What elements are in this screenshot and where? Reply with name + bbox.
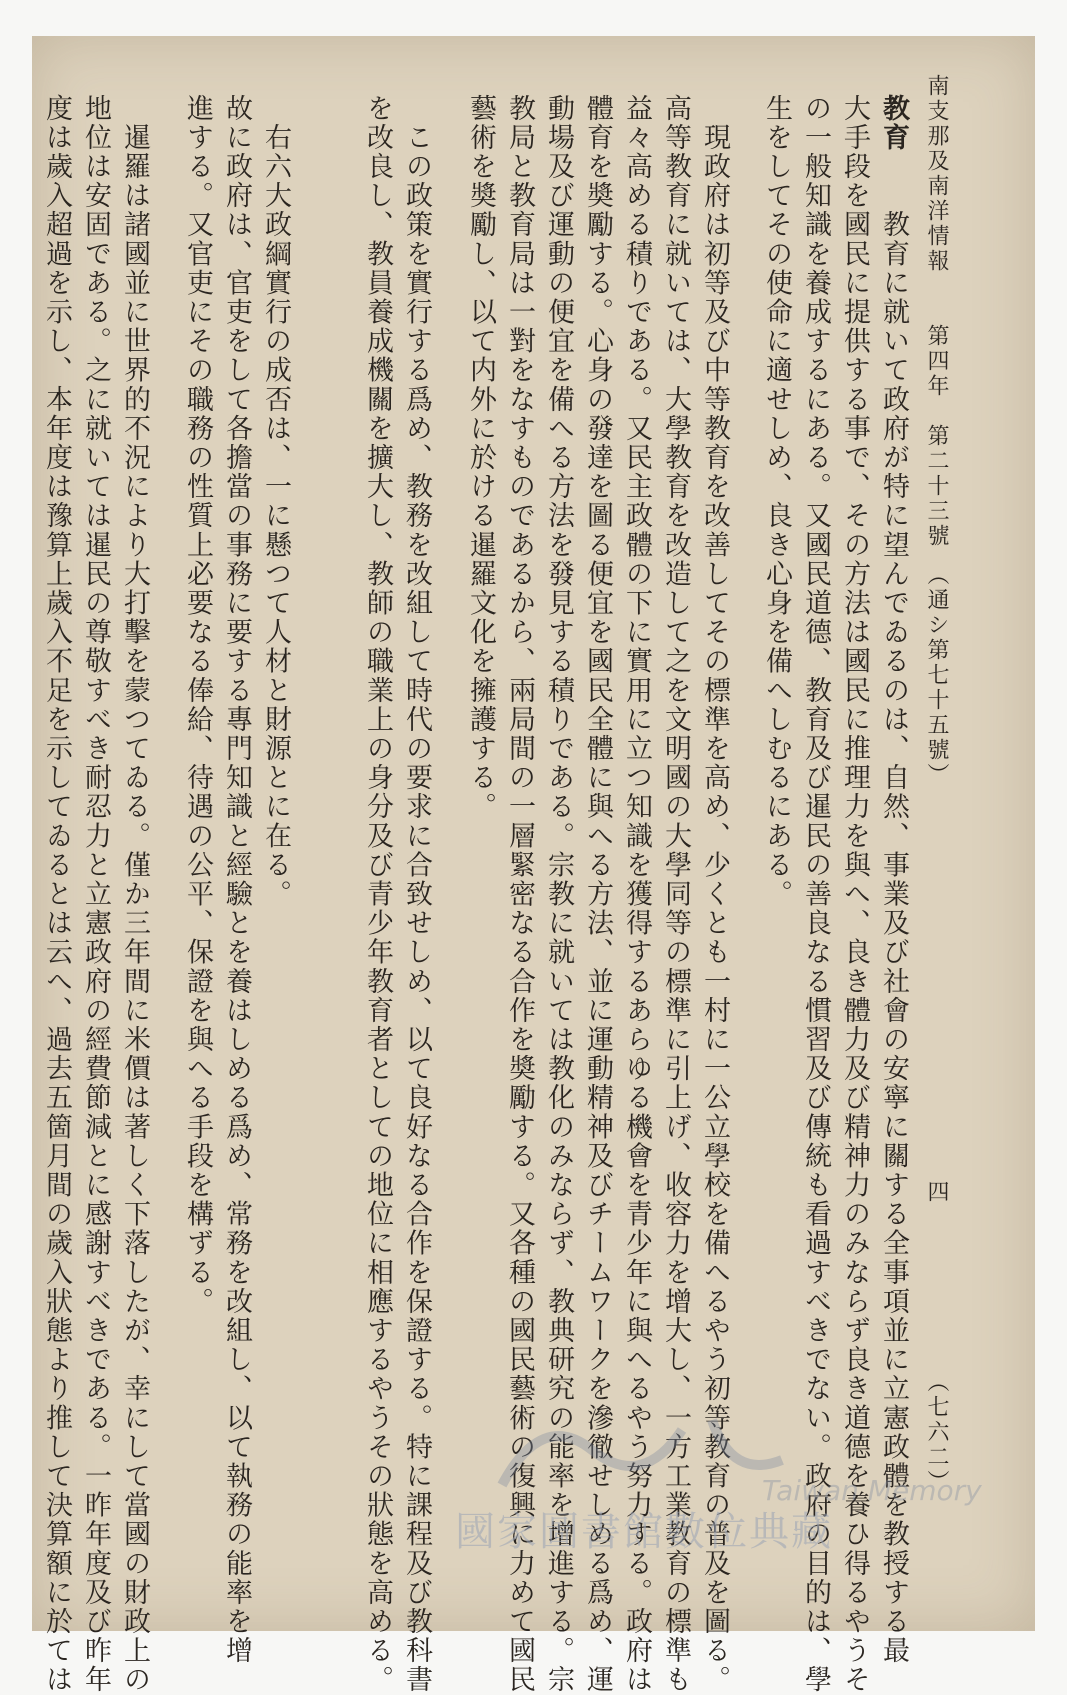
text-column-6: 高等教育に就いては、大學教育を改造して之を文明國の大學同等の標準に引上げ、收容力を增大し、一方工業教育の標準も [660,94,691,1695]
page-number: （七六二） [924,1370,949,1495]
text-column-5: 現政府は初等及び中等教育を改善してその標準を高め、少くとも一村に一公立學校を備へるやう初等教育の普及を圖る。 [699,94,730,1695]
text-column-3: の一般知識を養成するにある。又國民道德、教育及び暹民の善良なる慣習及び傳統も看過すべきでない。政府の目的は、學 [800,94,831,1695]
watermark-brush-icon [502,1430,682,1485]
issue-info: 第四年 第二十三號 （通シ第七十五號） [924,324,949,788]
watermark-english: Taiwan Memory [762,1474,982,1507]
text-column-15: 故に政府は、官吏をして各擔當の事務に要する專門知識と經驗とを養はしめる爲め、常務を改組し、以て執務の能率を增 [221,94,252,1666]
text-column-13: を改良し、教員養成機關を擴大し、教師の職業上の身分及び青少年教育者としての地位に相應するやうその狀態を高める。 [362,94,393,1695]
watermark-chinese: 國家圖書館數位典藏 [455,1509,833,1555]
text-column-18: 地位は安固である。之に就いては暹民の尊敬すべき耐忍力と立憲政府の經費節減とに感謝すべきである。一昨年度及び昨年 [80,94,111,1695]
column-text: 教育に就いて政府が特に望んでゐるのは、自然、事業及び社會の安寧に關する全事項並に立憲政體を教授する最 [878,152,909,1666]
text-column-17: 暹羅は諸國並に世界的不況により大打擊を蒙つてゐる。僅か三年間に米價は著しく下落したが、幸にして當國の財政上の [119,94,150,1695]
text-column-9: 動場及び運動の便宜を備へる方法を發見する積りである。宗教に就いては教化のみならず、教典研究の能率を增進する。宗 [543,94,574,1695]
text-column-12: この政策を實行する爲め、教務を改組して時代の要求に合致せしめ、以て良好なる合作を保證する。特に課程及び教科書 [401,94,432,1695]
text-column-8: 體育を奬勵する。心身の發達を圖る便宜を國民全體に與へる方法、並に運動精神及びチームワークを滲徹せしめる爲め、運 [582,94,613,1695]
section-heading: 教育 [878,94,909,153]
text-column-14: 右六大政綱實行の成否は、一に懸つて人材と財源とに在る。 [260,94,291,909]
taiwan-memory-watermark [482,1390,1002,1510]
text-column-19: 度は歲入超過を示し、本年度は豫算上歲入不足を示してゐるとは云へ、過去五箇月間の歲入狀態より推して決算額に於ては [41,94,72,1695]
text-column-4: 生をしてその使命に適せしめ、良き心身を備へしむるにある。 [761,94,792,909]
text-column-2: 大手段を國民に提供する事で、その方法は國民に推理力を與へ、良き體力及び精神力のみならず良き道德を養ひ得るやうそ [839,94,870,1695]
text-column-16: 進する。又官吏にその職務の性質上必要なる俸給、待遇の公平、保證を與へる手段を構ずる。 [182,94,213,1317]
journal-title: 南支那及南洋情報 [924,74,949,274]
watermark-brush-icon [712,1420,782,1465]
journal-header [921,74,952,788]
text-column-11: 藝術を奬勵し、以て内外に於ける暹羅文化を擁護する。 [465,94,496,822]
text-column-10: 教局と教育局は一對をなすものであるから、兩局間の一層緊密なる合作を奬勵する。又各種の國民藝術の復興に力めて國民 [504,94,535,1695]
page-kanji: 四 [924,1180,949,1205]
text-column-7: 益々高める積りである。又民主政體の下に實用に立つ知識を獲得するあらゆる機會を青少年に與へるやう努力する。政府は [621,94,652,1695]
